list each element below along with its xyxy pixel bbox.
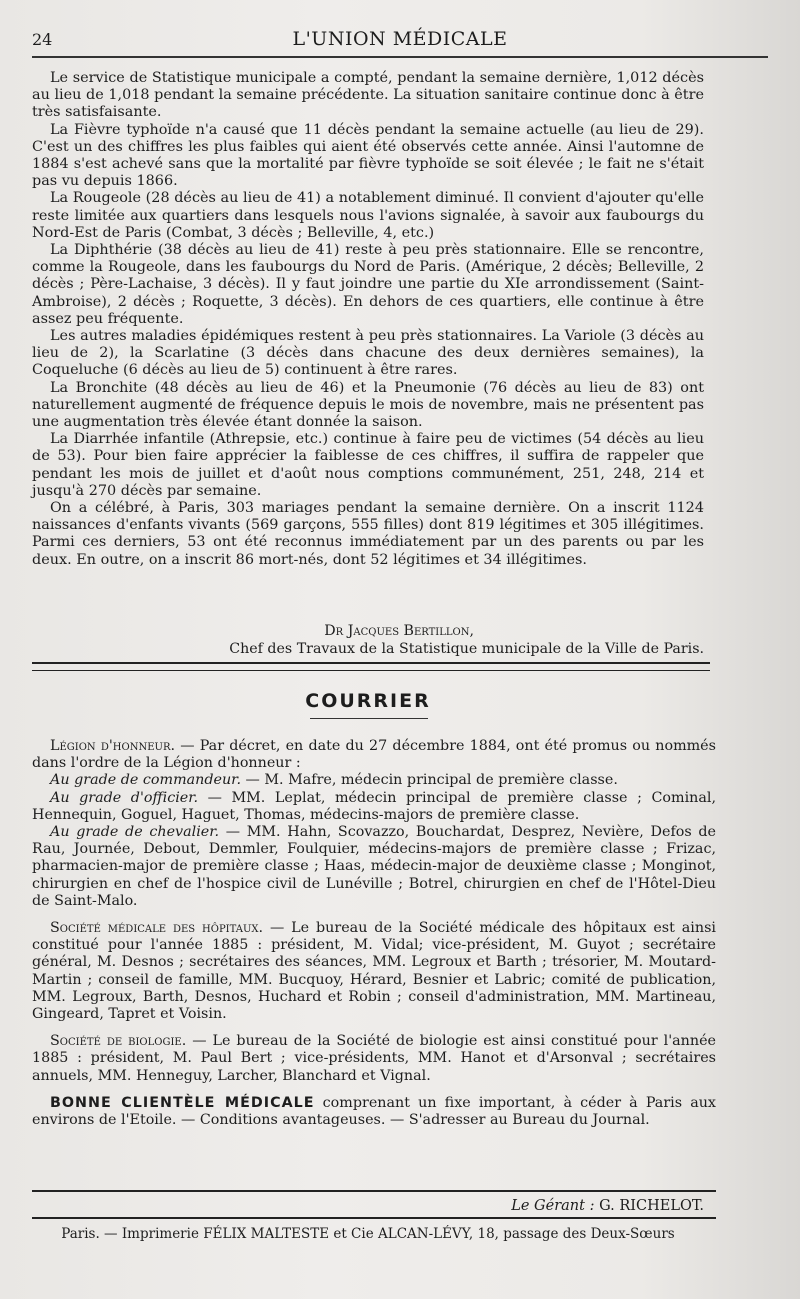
chevalier-label: Au grade de chevalier.: [50, 824, 220, 841]
stats-paragraph-8: On a célébré, à Paris, 303 mariages pendant la semaine dernière. On a inscrit 1124 naissances d'enfants vivants (569 garçons, 555 filles) dont 819 légitimes et 305 illégitimes. Parmi ces derniers, 53 ont été reconnus immédiatement par un des parents ou par les deux. En outre, on a inscrit 86 mort-nés, dont 52 légitimes et 34 illégitimes.: [32, 500, 704, 568]
biologie-lead: Société de biologie.: [50, 1033, 187, 1050]
legion-text: — Par décret, en date du 27 décembre 1884, ont été promus ou nommés dans l'ordre de la Légion d'honneur :: [32, 738, 716, 772]
chevalier-text: — MM. Hahn, Scovazzo, Bouchardat, Desprez, Nevière, Defos de Rau, Journée, Debout, Demmler, Foulquier, médecins-majors de première classe ; Frizac, pharmacien-major de première classe ; Haas, médecin-major de deuxième classe ; Monginot, chirurgien en chef de l'hospice civil de Lunéville ; Botrel, chirurgien en chef de l'Hôtel-Dieu de Saint-Malo.: [32, 824, 716, 909]
printer-imprint: Paris. — Imprimerie FÉLIX MALTESTE et Cie ALCAN-LÉVY, 18, passage des Deux-Sœurs: [61, 1226, 675, 1242]
footer-rule: [32, 1190, 716, 1192]
journal-title: L'UNION MÉDICALE: [292, 28, 508, 50]
commandeur-paragraph: [32, 772, 716, 789]
manager-line: [32, 1198, 704, 1214]
commandeur-text: — M. Mafre, médecin principal de première classe.: [241, 772, 618, 789]
manager-name: G. RICHELOT.: [594, 1198, 704, 1214]
stats-paragraph-2: La Fièvre typhoïde n'a causé que 11 décès pendant la semaine actuelle (au lieu de 29). C'est un des chiffres les plus faibles qui aient été observés cette année. Ainsi l'automne de 1884 s'est achevé sans que la mortalité par fièvre typhoïde se soit élevée ; le fait ne s'était pas vu depuis 1866.: [32, 121, 704, 190]
advert-paragraph: [32, 1095, 716, 1129]
section-divider: [32, 662, 710, 671]
manager-label: Le Gérant :: [511, 1198, 595, 1214]
heading-underline: [310, 718, 428, 719]
legion-lead: Légion d'honneur.: [50, 738, 176, 754]
stats-paragraph-5: Les autres maladies épidémiques restent à peu près stationnaires. La Variole (3 décès au lieu de 2), la Scarlatine (3 décès dans chacune des deux dernières semaines), la Coqueluche (6 décès au lieu de 5) continuent à être rares.: [32, 328, 704, 379]
courrier-section: [32, 738, 716, 1129]
signature-block: [32, 622, 704, 658]
officier-paragraph: [32, 790, 716, 824]
hopitaux-lead: Société médicale des hôpitaux.: [50, 920, 264, 937]
advert-text: comprenant un fixe important, à céder à Paris aux environs de l'Etoile. — Conditions avantageuses. — S'adresser au Bureau du Journal.: [32, 1094, 716, 1129]
chevalier-paragraph: [32, 824, 716, 910]
statistics-section: [32, 70, 704, 569]
stats-paragraph-3: La Rougeole (28 décès au lieu de 41) a notablement diminué. Il convient d'ajouter qu'elle reste limitée aux quartiers dans lesquels nous l'avions signalée, à savoir aux faubourgs du Nord-Est de Paris (Combat, 3 décès ; Belleville, 4, etc.): [32, 190, 704, 241]
signature-name: Dr Jacques Bertillon,: [324, 623, 474, 639]
footer-rule-lower: [32, 1217, 716, 1219]
section-heading: COURRIER: [305, 690, 431, 712]
legion-paragraph: [32, 738, 716, 772]
page-number: 24: [32, 30, 53, 49]
hopitaux-text: — Le bureau de la Société médicale des hôpitaux est ainsi constitué pour l'année 1885 : président, M. Vidal; vice-président, M. Guyot ; secrétaire général, M. Desnos ; secrétaires des séances, MM. Legroux et Barth ; trésorier, M. Moutard-Martin ; conseil de famille, MM. Bucquoy, Hérard, Besnier et Labric; comité de publication, MM. Legroux, Barth, Desnos, Huchard et Robin ; conseil d'administration, MM. Martineau, Gingeard, Tapret et Voisin.: [32, 920, 716, 1023]
biologie-paragraph: [32, 1033, 716, 1085]
officier-text: — MM. Leplat, médecin principal de première classe ; Cominal, Hennequin, Goguel, Haguet, Thomas, médecins-majors de première classe.: [32, 789, 716, 823]
officier-label: Au grade d'officier.: [50, 789, 199, 806]
commandeur-label: Au grade de commandeur.: [50, 772, 241, 789]
header-rule: [32, 56, 768, 58]
hopitaux-paragraph: [32, 920, 716, 1023]
stats-paragraph-1: Le service de Statistique municipale a compté, pendant la semaine dernière, 1,012 décès au lieu de 1,018 pendant la semaine précédente. La situation sanitaire continue donc à être très satisfaisante.: [32, 70, 704, 121]
stats-paragraph-6: La Bronchite (48 décès au lieu de 46) et la Pneumonie (76 décès au lieu de 83) ont naturellement augmenté de fréquence depuis le mois de novembre, mais ne présentent pas une augmentation très élevée étant donnée la saison.: [32, 379, 704, 431]
biologie-text: — Le bureau de la Société de biologie est ainsi constitué pour l'année 1885 : président, M. Paul Bert ; vice-présidents, MM. Hanot et d'Arsonval ; secrétaires annuels, MM. Henneguy, Larcher, Blanchard et Vignal.: [32, 1033, 716, 1084]
stats-paragraph-4: La Diphthérie (38 décès au lieu de 41) reste à peu près stationnaire. Elle se rencontre, comme la Rougeole, dans les faubourgs du Nord de Paris. (Amérique, 2 décès; Belleville, 2 décès ; Père-Lachaise, 3 décès). Il y faut joindre une partie du XIe arrondissement (Saint-Ambroise), 2 décès ; Roquette, 3 décès). En dehors de ces quartiers, elle continue à être assez peu fréquente.: [32, 242, 704, 327]
running-head: [32, 24, 768, 54]
advert-lead: BONNE CLIENTÈLE MÉDICALE: [50, 1094, 315, 1111]
stats-paragraph-7: La Diarrhée infantile (Athrepsie, etc.) continue à faire peu de victimes (54 décès au lieu de 53). Pour bien faire apprécier la faiblesse de ces chiffres, il suffira de rappeler que pendant les mois de juillet et d'août nous comptions communément, 251, 248, 214 et jusqu'à 270 décès par semaine.: [32, 431, 704, 499]
signature-title: Chef des Travaux de la Statistique municipale de la Ville de Paris.: [229, 641, 704, 657]
